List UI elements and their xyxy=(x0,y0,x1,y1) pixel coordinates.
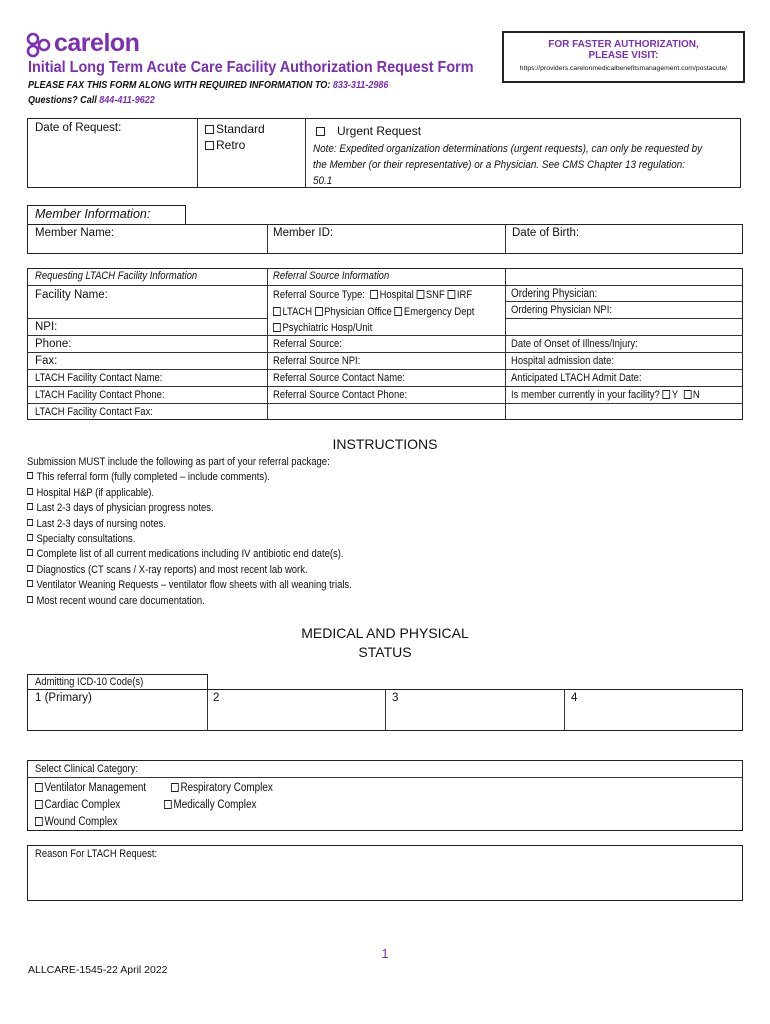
clinical-category-label: Select Clinical Category: xyxy=(35,763,139,775)
member-id-field[interactable]: Member ID: xyxy=(273,227,334,239)
instructions-title: INSTRUCTIONS xyxy=(332,436,438,452)
yes-checkbox[interactable] xyxy=(662,390,670,399)
contact-name-field[interactable]: LTACH Facility Contact Name: xyxy=(35,372,163,384)
instructions-list xyxy=(27,455,405,609)
referral-contact-phone-field[interactable]: Referral Source Contact Phone: xyxy=(273,389,408,401)
referral-contact-name-field[interactable]: Referral Source Contact Name: xyxy=(273,372,405,384)
yes-option[interactable]: Y xyxy=(662,389,678,401)
no-option[interactable]: N xyxy=(683,389,699,401)
retro-option[interactable]: Retro xyxy=(205,138,245,152)
retro-checkbox[interactable] xyxy=(205,141,214,150)
carelon-mark-icon xyxy=(26,32,52,58)
list-item: Hospital H&P (if applicable). xyxy=(27,486,405,501)
member-table xyxy=(27,224,743,254)
list-item: This referral form (fully completed – include comments). xyxy=(27,470,405,485)
fax-instruction: PLEASE FAX THIS FORM ALONG WITH REQUIRED INFORMATION TO: 833-311-2986 xyxy=(28,79,389,91)
referral-source-type: Referral Source Type: Hospital SNF IRF xyxy=(273,289,473,301)
ltach-checkbox[interactable] xyxy=(273,307,281,316)
form-title: Initial Long Term Acute Care Facility Authorization Request Form xyxy=(28,59,474,76)
snf-option[interactable]: SNF xyxy=(416,289,444,301)
irf-option[interactable]: IRF xyxy=(447,289,472,301)
list-item: Last 2-3 days of physician progress notes. xyxy=(27,501,405,516)
form-id: ALLCARE-1545-22 April 2022 xyxy=(28,964,168,976)
standard-checkbox[interactable] xyxy=(205,125,214,134)
no-checkbox[interactable] xyxy=(683,390,691,399)
logo-wordmark: carelon xyxy=(54,29,140,57)
facility-name-field[interactable]: Facility Name: xyxy=(35,289,108,301)
psychiatric-checkbox[interactable] xyxy=(273,323,281,332)
contact-fax-field[interactable]: LTACH Facility Contact Fax: xyxy=(35,406,153,418)
icd-code-2-field[interactable]: 2 xyxy=(213,692,220,704)
list-item: Most recent wound care documentation. xyxy=(27,594,405,609)
list-item: Specialty consultations. xyxy=(27,532,405,547)
urgent-note: Note: Expedited organization determinations (urgent requests), can only be requested by the Member (or their representative) or a Physician. See CMS Chapter 13 regulation: 50.1 xyxy=(313,143,703,187)
snf-checkbox[interactable] xyxy=(416,290,424,299)
referral-source-field[interactable]: Referral Source: xyxy=(273,338,342,350)
icd-codes-label: Admitting ICD-10 Code(s) xyxy=(35,676,144,688)
standard-option[interactable]: Standard xyxy=(205,122,265,136)
ordering-physician-field[interactable]: Ordering Physician: xyxy=(511,288,598,300)
respiratory-checkbox[interactable] xyxy=(171,783,179,792)
physician-office-option[interactable]: Physician Office xyxy=(315,306,392,318)
ltach-option[interactable]: LTACH xyxy=(273,306,312,318)
questions-line: Questions? Call 844-411-9622 xyxy=(28,94,155,106)
hospital-checkbox[interactable] xyxy=(370,290,378,299)
urgent-checkbox[interactable] xyxy=(316,127,325,136)
date-of-request-label: Date of Request: xyxy=(35,122,122,134)
ventilator-checkbox[interactable] xyxy=(35,783,43,792)
list-item: Ventilator Weaning Requests – ventilator flow sheets with all weaning trials. xyxy=(27,578,405,593)
medically-complex-checkbox[interactable] xyxy=(164,800,172,809)
fax-field[interactable]: Fax: xyxy=(35,355,58,367)
date-of-birth-field[interactable]: Date of Birth: xyxy=(512,227,580,239)
cardiac-checkbox[interactable] xyxy=(35,800,43,809)
emergency-dept-option[interactable]: Emergency Dept xyxy=(394,306,474,318)
emergency-dept-checkbox[interactable] xyxy=(394,307,402,316)
admission-date-field[interactable]: Hospital admission date: xyxy=(511,355,615,367)
ventilator-management-option[interactable]: Ventilator Management xyxy=(35,782,164,794)
list-item: Diagnostics (CT scans / X-ray reports) and most recent lab work. xyxy=(27,563,405,578)
list-item: Complete list of all current medications including IV antibiotic end date(s). xyxy=(27,547,405,562)
physician-office-checkbox[interactable] xyxy=(315,307,323,316)
onset-date-field[interactable]: Date of Onset of Illness/Injury: xyxy=(511,338,638,350)
anticipated-admit-date-field[interactable]: Anticipated LTACH Admit Date: xyxy=(511,372,642,384)
page-number: 1 xyxy=(381,946,389,961)
referral-source-type-row2 xyxy=(273,306,507,318)
icd-code-1-field[interactable]: 1 (Primary) xyxy=(35,692,92,704)
instructions-intro: Submission MUST include the following as part of your referral package: xyxy=(27,456,330,468)
referral-source-npi-field[interactable]: Referral Source NPI: xyxy=(273,355,361,367)
phone-field[interactable]: Phone: xyxy=(35,338,72,350)
icd-code-4-field[interactable]: 4 xyxy=(571,692,578,704)
reason-label: Reason For LTACH Request: xyxy=(35,848,158,860)
wound-checkbox[interactable] xyxy=(35,817,43,826)
cardiac-complex-option[interactable]: Cardiac Complex xyxy=(35,799,134,811)
contact-phone-field[interactable]: LTACH Facility Contact Phone: xyxy=(35,389,165,401)
requesting-facility-header: Requesting LTACH Facility Information xyxy=(35,270,198,282)
irf-checkbox[interactable] xyxy=(447,290,455,299)
urgent-option[interactable]: Urgent Request xyxy=(316,124,421,138)
ordering-physician-npi-field[interactable]: Ordering Physician NPI: xyxy=(511,304,612,316)
medically-complex-option[interactable]: Medically Complex xyxy=(164,799,272,811)
currently-in-facility: Is member currently in your facility? Y N xyxy=(511,389,700,401)
npi-field[interactable]: NPI: xyxy=(35,321,58,333)
member-information-heading: Member Information: xyxy=(35,207,151,221)
hospital-option[interactable]: Hospital xyxy=(370,289,414,301)
icd-code-3-field[interactable]: 3 xyxy=(392,692,399,704)
wound-complex-option[interactable]: Wound Complex xyxy=(35,816,131,828)
faster-url[interactable]: https://providers.carelonmedicalbenefitsmanagement.com/postacute/ xyxy=(519,65,728,72)
psychiatric-option[interactable]: Psychiatric Hosp/Unit xyxy=(273,322,389,334)
medical-status-title: MEDICAL AND PHYSICAL STATUS xyxy=(301,625,469,660)
faster-authorization-box: FOR FASTER AUTHORIZATION, PLEASE VISIT: https://providers.carelonmedicalbenefitsmanagement.com/postacute/ xyxy=(502,31,745,83)
list-item: Last 2-3 days of nursing notes. xyxy=(27,517,405,532)
referral-source-header: Referral Source Information xyxy=(273,270,390,282)
respiratory-complex-option[interactable]: Respiratory Complex xyxy=(171,782,289,794)
member-name-field[interactable]: Member Name: xyxy=(35,227,115,239)
